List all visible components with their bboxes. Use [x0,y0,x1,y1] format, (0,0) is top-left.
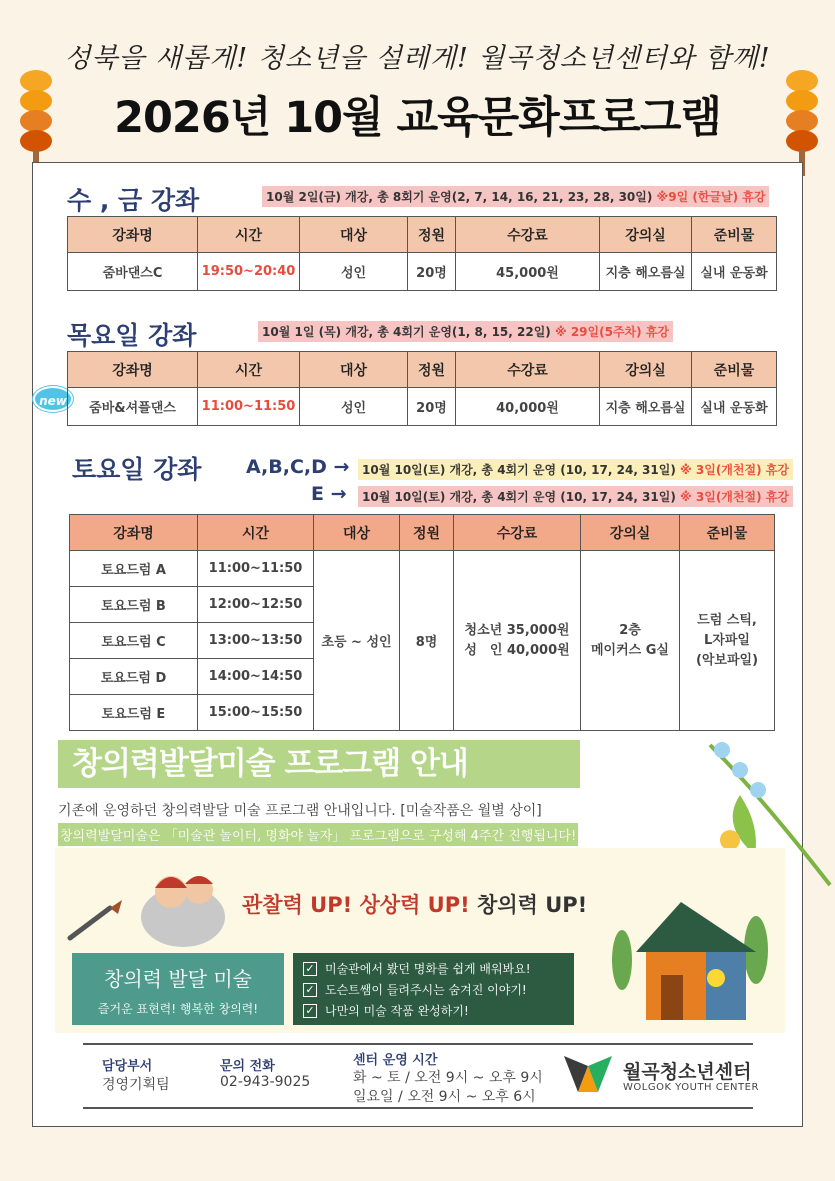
sat-note-e: 10월 10일(토) 개강, 총 4회기 운영 (10, 17, 24, 31일) ※ 3일(개천절) 휴강 [358,486,793,507]
list-item: ✓ 도슨트쌤이 들려주시는 숨겨진 이야기! [303,979,574,1000]
art-checklist [293,953,574,1025]
new-badge: new [33,386,73,412]
hours-label: 센터 운영 시간 [353,1053,438,1068]
art-course-title: 창의력 발달 미술 [104,967,252,991]
table-row: 토요드럼 A 11:00~11:50 초등 ~ 성인 8명 청소년 35,000원 성 인 40,000원 2층 메이커스 G실 드럼 스틱, L자파일 (악보파일) [70,551,775,587]
dept-value: 경영기획팀 [102,1077,170,1093]
list-item: ✓ 나만의 미술 작품 완성하기! [303,1000,574,1021]
section-title-sat: 토요일 강좌 [72,455,202,484]
art-course-box [72,953,284,1025]
sat-label-e: E → [311,483,347,505]
slogan: 성북을 새롭게! 청소년을 설레게! 월곡청소년센터와 함께! [64,43,771,74]
art-course-subtitle: 즐거운 표현력! 행복한 창의력! [97,1002,259,1016]
phone-value: 02-943-9025 [220,1074,311,1090]
col-header: 시간 [198,352,300,388]
footer-divider-bottom [83,1107,753,1109]
col-header: 수강료 [456,352,600,388]
col-header: 강의실 [600,352,692,388]
table-row: 토요드럼 D 14:00~14:50 [70,659,775,695]
table-row: 토요드럼 C 13:00~13:50 [70,623,775,659]
col-header: 수강료 [456,217,600,253]
checkbox-icon: ✓ [303,1004,317,1018]
art-program-title: 창의력발달미술 프로그램 안내 [58,740,580,788]
list-item: ✓ 미술관에서 봤던 명화를 쉽게 배워봐요! [303,958,574,979]
kids-illustration-icon [133,862,233,952]
col-header: 강좌명 [70,515,198,551]
col-header: 대상 [314,515,400,551]
col-header: 정원 [400,515,454,551]
checkbox-icon: ✓ [303,983,317,997]
sat-table [69,514,775,731]
col-header: 대상 [300,352,408,388]
table-row: 토요드럼 B 12:00~12:50 [70,587,775,623]
col-header: 시간 [198,515,314,551]
col-header: 준비물 [692,217,777,253]
checkbox-icon: ✓ [303,962,317,976]
wed-fri-table [67,216,777,291]
art-description: 기존에 운영하던 창의력발달 미술 프로그램 안내입니다. [미술작품은 월별 상이] [58,803,542,819]
section-title-wed-fri: 수 , 금 강좌 [67,186,200,215]
sat-label-abcd: A,B,C,D → [246,456,350,478]
paintbrush-icon [66,898,126,942]
col-header: 강의실 [600,217,692,253]
col-header: 시간 [198,217,300,253]
table-row: 줌바&셔플댄스 11:00~11:50 성인 20명 40,000원 지층 해오름실 실내 운동화 [68,388,777,426]
col-header: 준비물 [692,352,777,388]
col-header: 준비물 [680,515,775,551]
center-name: 월곡청소년센터 [623,1061,752,1083]
col-header: 정원 [408,217,456,253]
center-logo-icon [560,1052,616,1096]
col-header: 대상 [300,217,408,253]
col-header: 정원 [408,352,456,388]
col-header: 강좌명 [68,217,198,253]
page-title: 2026년 10월 교육문화프로그램 [114,93,721,143]
footer-divider-top [83,1043,753,1045]
thu-note: 10월 1일 (목) 개강, 총 4회기 운영(1, 8, 15, 22일) ※ 29일(5주차) 휴강 [258,321,673,342]
col-header: 강좌명 [68,352,198,388]
art-headline: 관찰력 UP! 상상력 UP! 창의력 UP! [242,893,588,917]
col-header: 수강료 [454,515,581,551]
phone-label: 문의 전화 [220,1059,275,1074]
table-row: 토요드럼 E 15:00~15:50 [70,695,775,731]
art-description-highlight: 창의력발달미술은 「미술관 놀이터, 명화야 놀자」 프로그램으로 구성해 4주간 진행됩니다! [58,823,578,846]
center-name-en: WOLGOK YOUTH CENTER [623,1082,759,1093]
hours-sunday: 일요일 / 오전 9시 ~ 오후 6시 [353,1089,536,1105]
wed-fri-note: 10월 2일(금) 개강, 총 8회기 운영(2, 7, 14, 16, 21, 23, 28, 30일) ※9일 (한글날) 휴강 [262,186,769,207]
sat-note-abcd: 10월 10일(토) 개강, 총 4회기 운영 (10, 17, 24, 31일) ※ 3일(개천절) 휴강 [358,459,793,480]
hours-weekday: 화 ~ 토 / 오전 9시 ~ 오후 9시 [353,1070,543,1086]
dept-label: 담당부서 [102,1059,153,1074]
thu-table [67,351,777,426]
book-house-illustration-icon [606,880,771,1030]
table-row: 줌바댄스C 19:50~20:40 성인 20명 45,000원 지층 해오름실 실내 운동화 [68,253,777,291]
col-header: 강의실 [581,515,680,551]
section-title-thu: 목요일 강좌 [67,321,197,350]
